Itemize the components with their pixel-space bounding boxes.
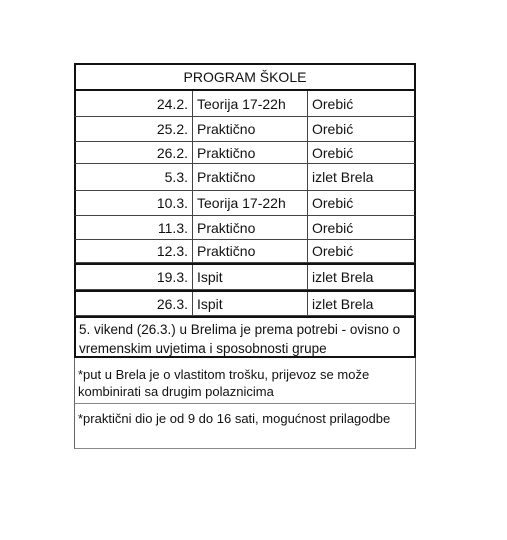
weekend-note: 5. vikend (26.3.) u Brelima je prema potrebi - ovisno o vremenskim uvjetima i sposobnosti grupe bbox=[74, 316, 416, 358]
table-row bbox=[74, 91, 416, 117]
schedule-document bbox=[74, 63, 416, 449]
practical-note: *praktični dio je od 9 do 16 sati, mogućnost prilagodbe bbox=[74, 404, 416, 449]
table-row bbox=[74, 142, 416, 164]
table-row bbox=[74, 216, 416, 240]
row-date: 5.3. bbox=[76, 164, 193, 190]
row-place: izlet Brela bbox=[312, 169, 374, 185]
row-place: Orebić bbox=[312, 96, 354, 112]
row-place: Orebić bbox=[312, 220, 354, 236]
table-row bbox=[74, 191, 416, 216]
row-activity: Praktično bbox=[193, 216, 308, 239]
row-date: 26.3. bbox=[76, 292, 193, 315]
row-activity: Teorija 17-22h bbox=[193, 191, 308, 215]
row-date: 25.2. bbox=[76, 117, 193, 141]
row-activity: Praktično bbox=[193, 240, 308, 262]
row-date: 24.2. bbox=[76, 91, 193, 116]
row-place: izlet Brela bbox=[312, 296, 374, 312]
row-place: izlet Brela bbox=[312, 269, 374, 285]
row-activity: Praktično bbox=[193, 117, 308, 141]
row-activity: Teorija 17-22h bbox=[193, 91, 308, 116]
table-row bbox=[74, 290, 416, 316]
row-date: 19.3. bbox=[76, 265, 193, 289]
row-activity: Praktično bbox=[193, 164, 308, 190]
row-activity: Praktično bbox=[193, 142, 308, 163]
travel-note: *put u Brela je o vlastitom trošku, prijevoz se može kombinirati sa drugim polaznicima bbox=[74, 362, 416, 404]
row-date: 12.3. bbox=[76, 240, 193, 262]
row-place: Orebić bbox=[312, 243, 354, 259]
row-activity: Ispit bbox=[193, 265, 308, 289]
table-row bbox=[74, 240, 416, 263]
row-activity: Ispit bbox=[193, 292, 308, 315]
row-place: Orebić bbox=[312, 121, 354, 137]
row-date: 10.3. bbox=[76, 191, 193, 215]
table-row bbox=[74, 117, 416, 142]
table-row bbox=[74, 164, 416, 191]
row-date: 11.3. bbox=[76, 216, 193, 239]
row-place: Orebić bbox=[312, 195, 354, 211]
schedule-title: PROGRAM ŠKOLE bbox=[74, 63, 416, 91]
table-row bbox=[74, 263, 416, 290]
row-date: 26.2. bbox=[76, 142, 193, 163]
row-place: Orebić bbox=[312, 145, 354, 161]
